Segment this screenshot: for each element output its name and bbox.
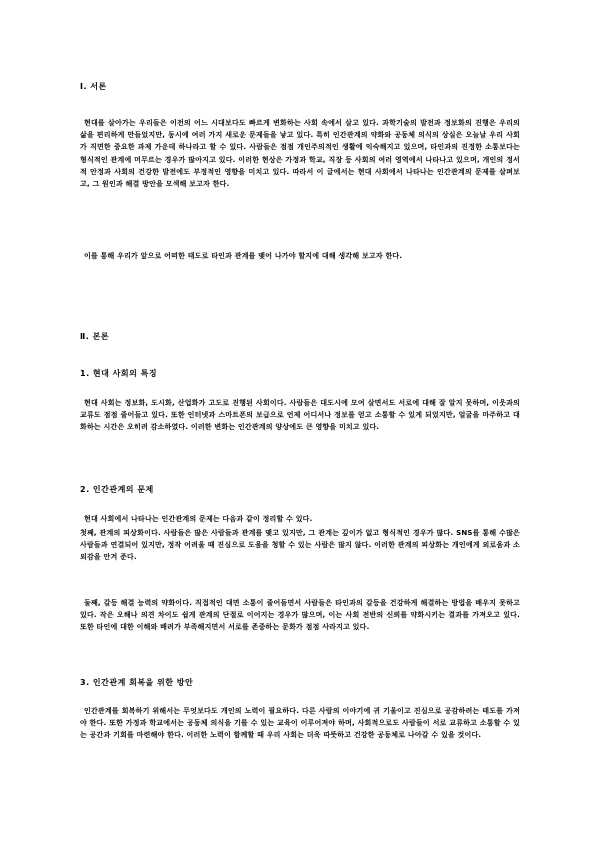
subsection-2-paragraph-2: 첫째, 관계의 피상화이다. 사람들은 많은 사람들과 관계를 맺고 있지만, 그 관계는 깊이가 없고 형식적인 경우가 많다. SNS를 통해 수많은 사람들과 연결되어 있지만, 정작 어려울 때 진심으로 도움을 청할 수 있는 사람은 많지 않다. 이러한 관계의 피상화는 개인에게 외로움과 소외감을 안겨 준다.: [80, 529, 520, 562]
subsection-2-paragraph-3: 둘째, 갈등 해결 능력의 약화이다. 직접적인 대면 소통이 줄어들면서 사람들은 타인과의 갈등을 건강하게 해결하는 방법을 배우지 못하고 있다. 작은 오해나 의견 차이도 쉽게 관계의 단절로 이어지는 경우가 많으며, 이는 사회 전반의 신뢰를 약화시키는 결과를 가져오고 있다. 또한 타인에 대한 이해와 배려가 부족해지면서 서로를 존중하는 문화가 점점 사라지고 있다.: [80, 599, 520, 632]
subsection-heading-3: 3. 인간관계 회복을 위한 방안: [80, 678, 194, 687]
section-heading-body: Ⅱ. 본론: [80, 332, 110, 341]
section-heading-intro: Ⅰ. 서론: [80, 82, 107, 91]
subsection-2-paragraph-1: 현대 사회에서 나타나는 인간관계의 문제는 다음과 같이 정리할 수 있다.: [84, 515, 313, 523]
intro-paragraph-1: 현대를 살아가는 우리들은 이전의 어느 시대보다도 빠르게 변화하는 사회 속에서 살고 있다. 과학기술의 발전과 정보화의 진행은 우리의 삶을 편리하게 만들었지만, 동시에 여러 가지 새로운 문제들을 낳고 있다. 특히 인간관계의 약화와 공동체 의식의 상실은 오늘날 우리 사회가 직면한 중요한 과제 가운데 하나라고 할 수 있다. 사람들은 점점 개인주의적인 생활에 익숙해지고 있으며, 타인과의 진정한 소통보다는 형식적인 관계에 머무르는 경우가 많아지고 있다. 이러한 현상은 가정과 학교, 직장 등 사회의 여러 영역에서 나타나고 있으며, 개인의 정서적 안정과 사회의 건강한 발전에도 부정적인 영향을 미치고 있다. 따라서 이 글에서는 현대 사회에서 나타나는 인간관계의 문제를 살펴보고, 그 원인과 해결 방안을 모색해 보고자 한다.: [80, 119, 520, 189]
subsection-3-paragraph: 인간관계를 회복하기 위해서는 무엇보다도 개인의 노력이 필요하다. 다른 사람의 이야기에 귀 기울이고 진심으로 공감하려는 태도를 가져야 한다. 또한 가정과 학교에서는 공동체 의식을 기를 수 있는 교육이 이루어져야 하며, 사회적으로도 사람들이 서로 교류하고 소통할 수 있는 공간과 기회를 마련해야 한다. 이러한 노력이 함께할 때 우리 사회는 더욱 따뜻하고 건강한 공동체로 나아갈 수 있을 것이다.: [80, 707, 520, 740]
intro-paragraph-2: 이를 통해 우리가 앞으로 어떠한 태도로 타인과 관계를 맺어 나가야 할지에 대해 생각해 보고자 한다.: [84, 252, 403, 260]
subsection-heading-2: 2. 인간관계의 문제: [80, 485, 154, 494]
subsection-heading-1: 1. 현대 사회의 특징: [80, 369, 158, 378]
subsection-1-paragraph: 현대 사회는 정보화, 도시화, 산업화가 고도로 진행된 사회이다. 사람들은 대도시에 모여 살면서도 서로에 대해 잘 알지 못하며, 이웃과의 교류도 점점 줄어들고 있다. 또한 인터넷과 스마트폰의 보급으로 언제 어디서나 정보를 얻고 소통할 수 있게 되었지만, 얼굴을 마주하고 대화하는 시간은 오히려 감소하였다. 이러한 변화는 인간관계의 양상에도 큰 영향을 미치고 있다.: [80, 399, 520, 432]
